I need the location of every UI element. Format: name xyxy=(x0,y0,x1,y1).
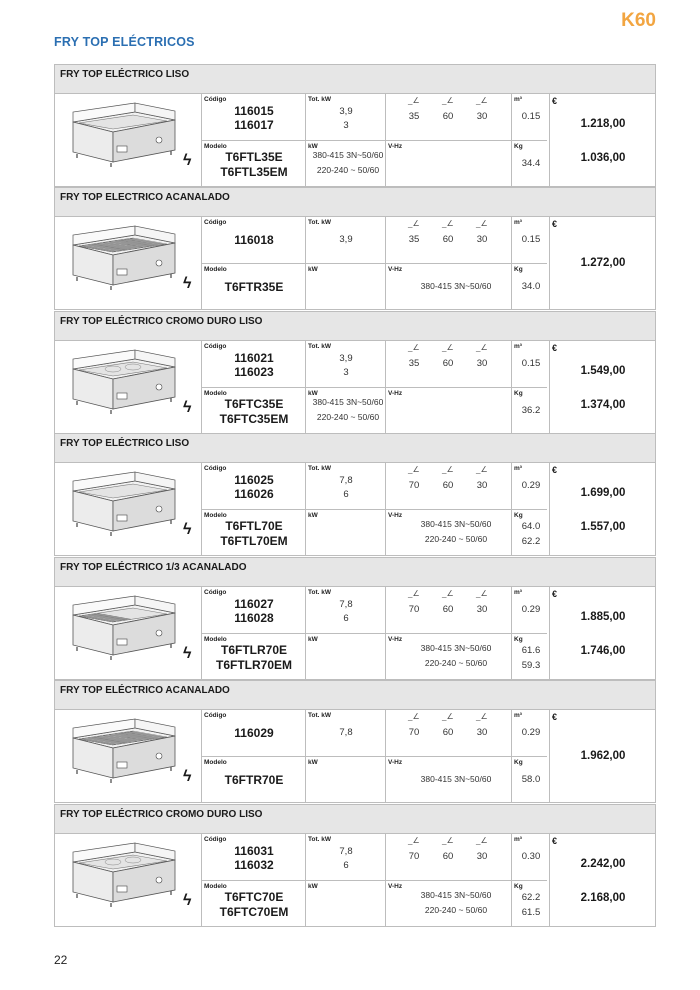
vhz-label: V-Hz xyxy=(388,883,403,890)
kg-label: Kg xyxy=(514,759,523,766)
codigo-label: Código xyxy=(204,712,227,719)
weight-value: 62.2 xyxy=(521,892,541,903)
temperature-value: 60 xyxy=(442,480,454,491)
model-name: T6FTR35E xyxy=(224,280,284,294)
product-code: 116015 xyxy=(234,104,274,118)
price-value: 1.699,00 xyxy=(580,487,626,499)
euro-label: € xyxy=(552,219,558,229)
price-value: 1.962,00 xyxy=(580,750,626,762)
zone-icon: _∠ xyxy=(476,465,488,474)
zone-icon: _∠ xyxy=(476,589,488,598)
fry-top-illustration xyxy=(63,221,183,305)
zone-icon: _∠ xyxy=(442,836,454,845)
euro-label: € xyxy=(552,712,558,722)
temperature-value: 60 xyxy=(442,358,454,369)
tot-kw-label: Tot. kW xyxy=(308,219,331,226)
price-value: 1.557,00 xyxy=(580,521,626,533)
modelo-label: Modelo xyxy=(204,759,227,766)
weight-value: 62.2 xyxy=(521,536,541,547)
product-block xyxy=(54,804,656,927)
model-name: T6FTC70EM xyxy=(219,905,289,919)
zone-icon: _∠ xyxy=(408,96,420,105)
product-title: FRY TOP ELÉCTRICO LISO xyxy=(54,433,656,463)
price-value: 1.036,00 xyxy=(580,152,626,164)
total-kw-value: 3,9 xyxy=(339,106,353,117)
product-image xyxy=(63,345,195,429)
product-block xyxy=(54,557,656,680)
voltage-value: 380-415 3N~50/60 xyxy=(420,643,492,653)
tot-kw-label: Tot. kW xyxy=(308,712,331,719)
total-kw-value: 3,9 xyxy=(339,234,353,245)
product-code: 116029 xyxy=(234,726,274,740)
codigo-label: Código xyxy=(204,343,227,350)
zone-icon: _∠ xyxy=(442,589,454,598)
product-block xyxy=(54,433,656,556)
volume-value: 0.15 xyxy=(521,111,541,122)
vhz-label: V-Hz xyxy=(388,143,403,150)
electric-icon: ϟ xyxy=(183,399,192,416)
product-row xyxy=(54,834,656,927)
m3-label: m³ xyxy=(514,343,522,350)
model-name: T6FTL70E xyxy=(225,519,283,533)
weight-value: 36.2 xyxy=(521,405,541,416)
modelo-label: Modelo xyxy=(204,390,227,397)
tot-kw-label: Tot. kW xyxy=(308,836,331,843)
temperature-value: 30 xyxy=(476,604,488,615)
brand-tag: K60 xyxy=(621,10,656,31)
temperature-value: 35 xyxy=(408,111,420,122)
codigo-label: Código xyxy=(204,96,227,103)
fry-top-illustration xyxy=(63,838,183,922)
voltage-value: 380-415 3N~50/60 xyxy=(420,890,492,900)
temperature-value: 70 xyxy=(408,727,420,738)
electric-icon: ϟ xyxy=(183,152,192,169)
price-column xyxy=(549,710,655,802)
kg-label: Kg xyxy=(514,143,523,150)
row-divider xyxy=(201,263,547,264)
zone-icon: _∠ xyxy=(408,465,420,474)
weight-value: 61.6 xyxy=(521,645,541,656)
fry-top-illustration xyxy=(63,591,183,675)
product-title: FRY TOP ELÉCTRICO CROMO DURO LISO xyxy=(54,804,656,834)
zone-icon: _∠ xyxy=(442,219,454,228)
temperature-value: 30 xyxy=(476,727,488,738)
volume-value: 0.15 xyxy=(521,358,541,369)
modelo-label: Modelo xyxy=(204,883,227,890)
zone-icon: _∠ xyxy=(476,219,488,228)
temperature-value: 30 xyxy=(476,358,488,369)
modelo-label: Modelo xyxy=(204,266,227,273)
kw-label: kW xyxy=(308,883,318,890)
voltage-value: 220-240 ~ 50/60 xyxy=(424,905,488,915)
product-code: 116017 xyxy=(234,118,274,132)
vhz-label: V-Hz xyxy=(388,636,403,643)
voltage-value: 380-415 3N~50/60 xyxy=(420,519,492,529)
euro-label: € xyxy=(552,836,558,846)
codigo-label: Código xyxy=(204,219,227,226)
temperature-value: 60 xyxy=(442,604,454,615)
product-row xyxy=(54,217,656,310)
kg-label: Kg xyxy=(514,390,523,397)
price-value: 1.272,00 xyxy=(580,257,626,269)
row-divider xyxy=(201,633,547,634)
total-kw-value: 3 xyxy=(343,120,349,131)
total-kw-value: 7,8 xyxy=(339,475,353,486)
page-number: 22 xyxy=(54,953,68,967)
modelo-label: Modelo xyxy=(204,636,227,643)
product-image xyxy=(63,221,195,305)
vhz-label: V-Hz xyxy=(388,266,403,273)
product-code: 116031 xyxy=(234,844,274,858)
product-image xyxy=(63,467,195,551)
price-value: 1.549,00 xyxy=(580,365,626,377)
product-block xyxy=(54,311,656,434)
voltage-value: 220-240 ~ 50/60 xyxy=(424,658,488,668)
temperature-value: 60 xyxy=(442,234,454,245)
temperature-value: 30 xyxy=(476,480,488,491)
electric-icon: ϟ xyxy=(183,645,192,662)
zone-icon: _∠ xyxy=(442,712,454,721)
vhz-label: V-Hz xyxy=(388,759,403,766)
total-kw-value: 6 xyxy=(343,860,349,871)
price-column xyxy=(549,587,655,679)
product-code: 116025 xyxy=(234,473,274,487)
weight-value: 61.5 xyxy=(521,907,541,918)
zone-icon: _∠ xyxy=(408,589,420,598)
model-name: T6FTC35E xyxy=(224,397,284,411)
voltage-value: 220-240 ~ 50/60 xyxy=(316,165,380,175)
electric-icon: ϟ xyxy=(183,521,192,538)
product-code: 116026 xyxy=(234,487,274,501)
product-title: FRY TOP ELÉCTRICO LISO xyxy=(54,64,656,94)
row-divider xyxy=(201,140,547,141)
product-row xyxy=(54,463,656,556)
temperature-value: 30 xyxy=(476,851,488,862)
zone-icon: _∠ xyxy=(442,465,454,474)
product-block xyxy=(54,64,656,187)
total-kw-value: 6 xyxy=(343,489,349,500)
m3-label: m³ xyxy=(514,219,522,226)
temperature-value: 60 xyxy=(442,111,454,122)
price-value: 1.218,00 xyxy=(580,118,626,130)
price-column xyxy=(549,463,655,555)
temperature-value: 60 xyxy=(442,851,454,862)
tot-kw-label: Tot. kW xyxy=(308,589,331,596)
m3-label: m³ xyxy=(514,836,522,843)
price-value: 2.168,00 xyxy=(580,892,626,904)
product-image xyxy=(63,714,195,798)
row-divider xyxy=(201,756,547,757)
voltage-value: 380-415 3N~50/60 xyxy=(420,774,492,784)
weight-value: 58.0 xyxy=(521,774,541,785)
total-kw-value: 3,9 xyxy=(339,353,353,364)
voltage-value: 380-415 3N~50/60 xyxy=(312,397,384,407)
tot-kw-label: Tot. kW xyxy=(308,96,331,103)
m3-label: m³ xyxy=(514,589,522,596)
product-image xyxy=(63,98,195,182)
voltage-value: 220-240 ~ 50/60 xyxy=(316,412,380,422)
total-kw-value: 7,8 xyxy=(339,846,353,857)
temperature-value: 35 xyxy=(408,358,420,369)
total-kw-value: 7,8 xyxy=(339,599,353,610)
voltage-value: 380-415 3N~50/60 xyxy=(312,150,384,160)
model-name: T6FTC70E xyxy=(224,890,284,904)
product-row xyxy=(54,341,656,434)
volume-value: 0.29 xyxy=(521,727,541,738)
price-value: 1.746,00 xyxy=(580,645,626,657)
modelo-label: Modelo xyxy=(204,512,227,519)
tot-kw-label: Tot. kW xyxy=(308,343,331,350)
zone-icon: _∠ xyxy=(408,712,420,721)
product-code: 116021 xyxy=(234,351,274,365)
kw-label: kW xyxy=(308,512,318,519)
zone-icon: _∠ xyxy=(476,343,488,352)
row-divider xyxy=(201,880,547,881)
price-value: 2.242,00 xyxy=(580,858,626,870)
electric-icon: ϟ xyxy=(183,768,192,785)
total-kw-value: 3 xyxy=(343,367,349,378)
kg-label: Kg xyxy=(514,266,523,273)
product-code: 116028 xyxy=(234,611,274,625)
euro-label: € xyxy=(552,96,558,106)
electric-icon: ϟ xyxy=(183,892,192,909)
modelo-label: Modelo xyxy=(204,143,227,150)
kg-label: Kg xyxy=(514,883,523,890)
model-name: T6FTR70E xyxy=(224,773,284,787)
price-column xyxy=(549,341,655,433)
product-row xyxy=(54,587,656,680)
codigo-label: Código xyxy=(204,589,227,596)
kg-label: Kg xyxy=(514,512,523,519)
product-row xyxy=(54,94,656,187)
kg-label: Kg xyxy=(514,636,523,643)
volume-value: 0.15 xyxy=(521,234,541,245)
product-title: FRY TOP ELÉCTRICO CROMO DURO LISO xyxy=(54,311,656,341)
model-name: T6FTL70EM xyxy=(220,534,288,548)
product-block xyxy=(54,187,656,310)
kw-label: kW xyxy=(308,390,318,397)
weight-value: 34.4 xyxy=(521,158,541,169)
m3-label: m³ xyxy=(514,465,522,472)
price-column xyxy=(549,834,655,926)
product-code: 116023 xyxy=(234,365,274,379)
temperature-value: 30 xyxy=(476,111,488,122)
model-name: T6FTC35EM xyxy=(219,412,289,426)
model-name: T6FTLR70E xyxy=(220,643,287,657)
row-divider xyxy=(201,509,547,510)
euro-label: € xyxy=(552,589,558,599)
model-name: T6FTL35E xyxy=(225,150,283,164)
euro-label: € xyxy=(552,465,558,475)
fry-top-illustration xyxy=(63,714,183,798)
vhz-label: V-Hz xyxy=(388,390,403,397)
product-block xyxy=(54,680,656,803)
temperature-value: 35 xyxy=(408,234,420,245)
product-code: 116032 xyxy=(234,858,274,872)
volume-value: 0.29 xyxy=(521,480,541,491)
product-image xyxy=(63,591,195,675)
tot-kw-label: Tot. kW xyxy=(308,465,331,472)
product-title: FRY TOP ELÉCTRICO 1/3 ACANALADO xyxy=(54,557,656,587)
codigo-label: Código xyxy=(204,836,227,843)
temperature-value: 30 xyxy=(476,234,488,245)
codigo-label: Código xyxy=(204,465,227,472)
weight-value: 59.3 xyxy=(521,660,541,671)
zone-icon: _∠ xyxy=(476,712,488,721)
zone-icon: _∠ xyxy=(476,96,488,105)
section-title: FRY TOP ELÉCTRICOS xyxy=(54,35,195,49)
electric-icon: ϟ xyxy=(183,275,192,292)
temperature-value: 60 xyxy=(442,727,454,738)
temperature-value: 70 xyxy=(408,604,420,615)
temperature-value: 70 xyxy=(408,480,420,491)
product-image xyxy=(63,838,195,922)
kw-label: kW xyxy=(308,143,318,150)
total-kw-value: 7,8 xyxy=(339,727,353,738)
total-kw-value: 6 xyxy=(343,613,349,624)
zone-icon: _∠ xyxy=(408,836,420,845)
zone-icon: _∠ xyxy=(442,96,454,105)
price-column xyxy=(549,94,655,186)
m3-label: m³ xyxy=(514,712,522,719)
product-code: 116027 xyxy=(234,597,274,611)
product-title: FRY TOP ELECTRICO ACANALADO xyxy=(54,187,656,217)
weight-value: 64.0 xyxy=(521,521,541,532)
voltage-value: 380-415 3N~50/60 xyxy=(420,281,492,291)
weight-value: 34.0 xyxy=(521,281,541,292)
zone-icon: _∠ xyxy=(408,219,420,228)
price-column xyxy=(549,217,655,309)
zone-icon: _∠ xyxy=(408,343,420,352)
euro-label: € xyxy=(552,343,558,353)
m3-label: m³ xyxy=(514,96,522,103)
kw-label: kW xyxy=(308,266,318,273)
volume-value: 0.30 xyxy=(521,851,541,862)
price-value: 1.885,00 xyxy=(580,611,626,623)
voltage-value: 220-240 ~ 50/60 xyxy=(424,534,488,544)
zone-icon: _∠ xyxy=(476,836,488,845)
product-code: 116018 xyxy=(234,233,274,247)
product-title: FRY TOP ELÉCTRICO ACANALADO xyxy=(54,680,656,710)
fry-top-illustration xyxy=(63,98,183,182)
kw-label: kW xyxy=(308,636,318,643)
price-value: 1.374,00 xyxy=(580,399,626,411)
zone-icon: _∠ xyxy=(442,343,454,352)
model-name: T6FTLR70EM xyxy=(215,658,292,672)
kw-label: kW xyxy=(308,759,318,766)
vhz-label: V-Hz xyxy=(388,512,403,519)
volume-value: 0.29 xyxy=(521,604,541,615)
model-name: T6FTL35EM xyxy=(220,165,288,179)
temperature-value: 70 xyxy=(408,851,420,862)
product-row xyxy=(54,710,656,803)
fry-top-illustration xyxy=(63,467,183,551)
fry-top-illustration xyxy=(63,345,183,429)
row-divider xyxy=(201,387,547,388)
